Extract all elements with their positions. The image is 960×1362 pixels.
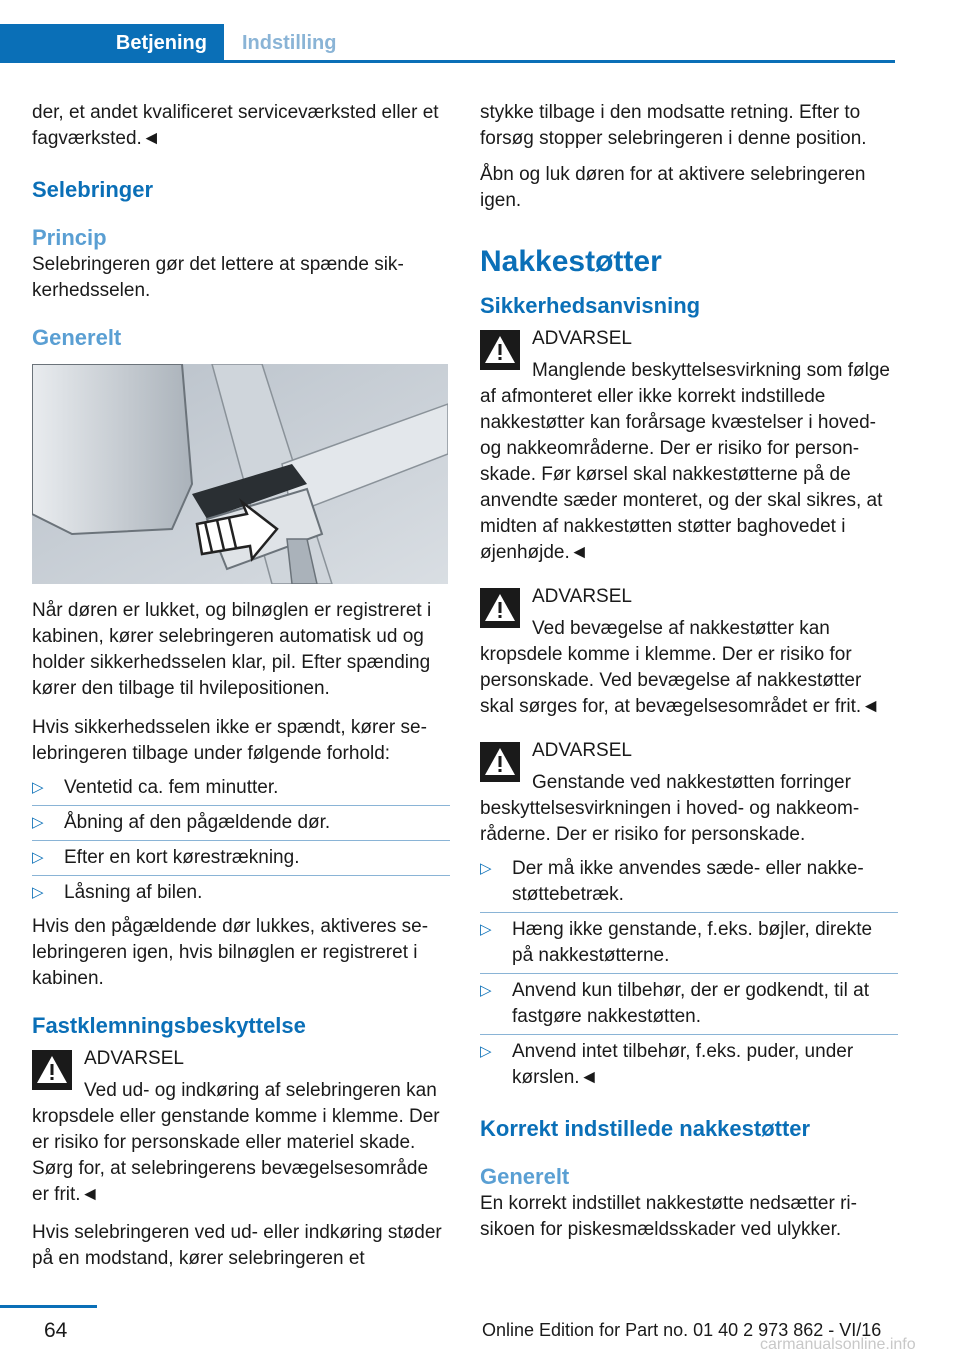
headrest-list	[480, 856, 898, 1095]
heading-generelt: Generelt	[32, 325, 122, 350]
right-column	[480, 100, 898, 1243]
bullet-icon: ▷	[480, 1043, 492, 1060]
conditions-list	[32, 775, 450, 910]
bullet-icon: ▷	[32, 814, 44, 831]
warning-triangle-icon	[480, 330, 520, 370]
list-item: ▷ Anvend intet tilbehør, f.eks. puder, under kørslen.◄	[480, 1041, 854, 1088]
bullet-icon: ▷	[32, 779, 44, 796]
page-number: 64	[44, 1319, 68, 1342]
warning-block	[480, 326, 898, 566]
warning-triangle-icon	[480, 588, 520, 628]
list-item: ▷ Efter en kort kørestrækning.	[32, 845, 450, 876]
warning-title: ADVARSEL	[84, 1048, 184, 1069]
paragraph-cont: stykke tilbage i den modsatte retning. Efter to forsøg stopper selebringeren i denne position.	[480, 102, 867, 149]
tab-bar	[0, 0, 960, 63]
list-item: ▷ Der må ikke anvendes sæde- eller nakkestøttebetræk.	[480, 856, 898, 913]
warning-block	[32, 1046, 450, 1208]
warning-block	[480, 584, 898, 720]
princip-text: Selebringeren gør det lettere at spænde sikkerhedsselen.	[32, 254, 404, 301]
heading-korrekt: Korrekt indstillede nakkestøtter	[480, 1116, 811, 1141]
warning-text: Genstande ved nakkestøtten forringer beskyttelsesvirkningen i hoved- og nakkeområderne. Der er risiko for personskade.	[480, 772, 860, 845]
tab-underline	[0, 60, 895, 63]
list-item: ▷ Låsning af bilen.	[32, 880, 450, 910]
paragraph-1: Når døren er lukket, og bilnøglen er registreret i kabinen, kører selebringeren automatisk ud og holder sikkerhedsselen klar, pil. Efter spænding kører den tilbage til hvilepositionen.	[32, 600, 432, 699]
watermark: carmanualsonline.info	[760, 1336, 916, 1353]
intro-text: der, et andet kvalificeret serviceværksted eller et fagværksted.◄	[32, 102, 439, 149]
warning-title: ADVARSEL	[532, 586, 632, 607]
seatbelt-illustration	[32, 364, 448, 584]
tab-betjening[interactable]: Betjening	[0, 24, 224, 62]
list-item: ▷ Åbning af den pågældende dør.	[32, 810, 450, 841]
footer-accent-line	[0, 1305, 97, 1308]
warning-title: ADVARSEL	[532, 740, 632, 761]
bullet-icon: ▷	[480, 921, 492, 938]
list-item: ▷ Ventetid ca. fem minutter.	[32, 775, 450, 806]
warning-text: Ved bevægelse af nakkestøtter kan kropsdele komme i klemme. Der er risiko for personskade. Ved bevægelse af nakkestøtter skal sørges for, at bevægelsesområdet er frit.◄	[480, 618, 881, 717]
paragraph-2: Hvis sikkerhedsselen ikke er spændt, kører selebringeren tilbage under følgende forhold:	[32, 717, 427, 764]
warning-block	[480, 738, 898, 848]
paragraph-open-door: Åbn og luk døren for at aktivere selebringeren igen.	[480, 164, 866, 211]
tab-indstilling[interactable]: Indstilling	[242, 31, 337, 54]
warning-title: ADVARSEL	[532, 328, 632, 349]
warning-triangle-icon	[32, 1050, 72, 1090]
bullet-icon: ▷	[480, 860, 492, 877]
bullet-icon: ▷	[32, 884, 44, 901]
seatbelt-figure	[32, 364, 448, 584]
paragraph-last: En korrekt indstillet nakkestøtte nedsætter risikoen for piskesmældsskader ved ulykker.	[480, 1193, 857, 1240]
list-item: ▷ Anvend kun tilbehør, der er godkendt, til at fastgøre nakkestøtten.	[480, 978, 898, 1035]
paragraph-3: Hvis den pågældende dør lukkes, aktiveres selebringeren igen, hvis bilnøglen er registreret i kabinen.	[32, 916, 429, 989]
heading-princip: Princip	[32, 225, 107, 250]
warning-text: Manglende beskyttelsesvirkning som følge af afmonteret eller ikke korrekt indstillede nakkestøtter kan forårsage kvæstelser i hoved- og nakkeområderne. Der er risiko for personskade. Før kørsel skal nakkestøtterne på de anvendte sæder monteret, og der skal sikres, at midten af nakkestøtten støtter baghovedet i øjenhøjde.◄	[480, 360, 891, 563]
bullet-icon: ▷	[32, 849, 44, 866]
heading-fastklemning: Fastklemningsbeskyttelse	[32, 1013, 306, 1038]
paragraph-4: Hvis selebringeren ved ud- eller indkøring støder på en modstand, kører selebringeren et	[32, 1222, 442, 1269]
heading-nakkestotter: Nakkestøtter	[480, 245, 662, 278]
heading-generelt-right: Generelt	[480, 1164, 570, 1189]
edition-text: Online Edition for Part no. 01 40 2 973 862 - VI/16	[482, 1320, 882, 1340]
heading-sikkerhedsanvisning: Sikkerhedsanvisning	[480, 293, 701, 318]
heading-selebringer: Selebringer	[32, 177, 154, 202]
warning-triangle-icon	[480, 742, 520, 782]
list-item: ▷ Hæng ikke genstande, f.eks. bøjler, direkte på nakkestøtterne.	[480, 917, 898, 974]
bullet-icon: ▷	[480, 982, 492, 999]
left-column	[32, 100, 450, 1272]
warning-text: Ved ud- og indkøring af selebringeren kan kropsdele eller genstande komme i klemme. Der er risiko for personskade eller materiel skade. Sørg for, at selebringerens bevægelsesområde er frit.◄	[32, 1080, 440, 1205]
